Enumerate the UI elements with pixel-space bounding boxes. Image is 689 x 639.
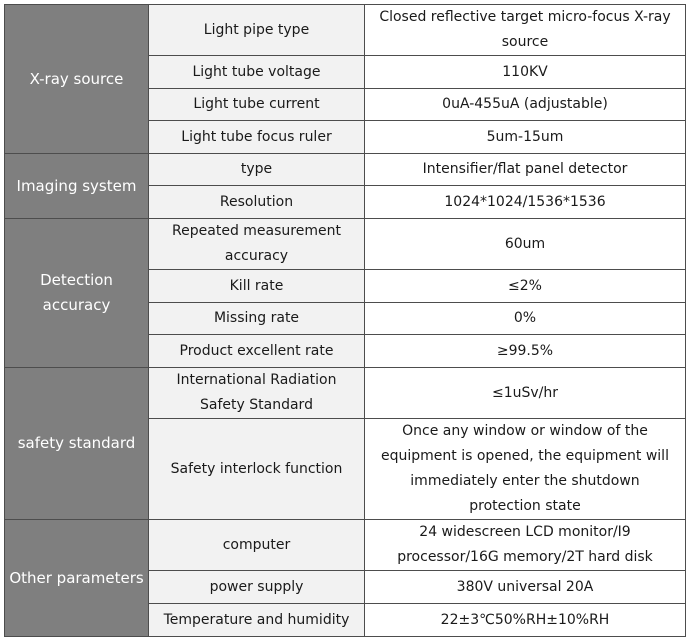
value-cell: 60um [365,219,686,270]
value-cell: 24 widescreen LCD monitor/I9 processor/16G memory/2T hard disk [365,520,686,571]
table-row [5,368,686,419]
param-cell: Product excellent rate [149,335,365,368]
value-cell: 380V universal 20A [365,571,686,604]
value-cell: 110KV [365,56,686,89]
value-cell: Closed reflective target micro-focus X-ray source [365,5,686,56]
value-cell: 5um-15um [365,121,686,154]
param-cell: Light tube focus ruler [149,121,365,154]
param-cell: Light tube current [149,89,365,121]
param-cell: International Radiation Safety Standard [149,368,365,419]
spec-table [4,4,686,637]
param-cell: computer [149,520,365,571]
param-cell: Temperature and humidity [149,604,365,637]
category-cell-imaging-system: Imaging system [5,154,149,219]
param-cell: Missing rate [149,303,365,335]
value-cell: 0% [365,303,686,335]
category-cell-x-ray-source: X-ray source [5,5,149,154]
param-cell: Light tube voltage [149,56,365,89]
param-cell: type [149,154,365,186]
category-cell-detection-accuracy: Detection accuracy [5,219,149,368]
value-cell: Once any window or window of the equipment is opened, the equipment will immediately enter the shutdown protection state [365,419,686,520]
value-cell: ≤1uSv/hr [365,368,686,419]
param-cell: power supply [149,571,365,604]
param-cell: Safety interlock function [149,419,365,520]
table-row [5,5,686,56]
value-cell: 22±3℃50%RH±10%RH [365,604,686,637]
value-cell: 1024*1024/1536*1536 [365,186,686,219]
table-row [5,154,686,186]
value-cell: 0uA-455uA (adjustable) [365,89,686,121]
table-row [5,219,686,270]
value-cell: Intensifier/flat panel detector [365,154,686,186]
param-cell: Light pipe type [149,5,365,56]
category-cell-safety-standard: safety standard [5,368,149,520]
category-cell-other-parameters: Other parameters [5,520,149,637]
value-cell: ≥99.5% [365,335,686,368]
param-cell: Repeated measurement accuracy [149,219,365,270]
table-row [5,520,686,571]
param-cell: Resolution [149,186,365,219]
param-cell: Kill rate [149,270,365,303]
value-cell: ≤2% [365,270,686,303]
